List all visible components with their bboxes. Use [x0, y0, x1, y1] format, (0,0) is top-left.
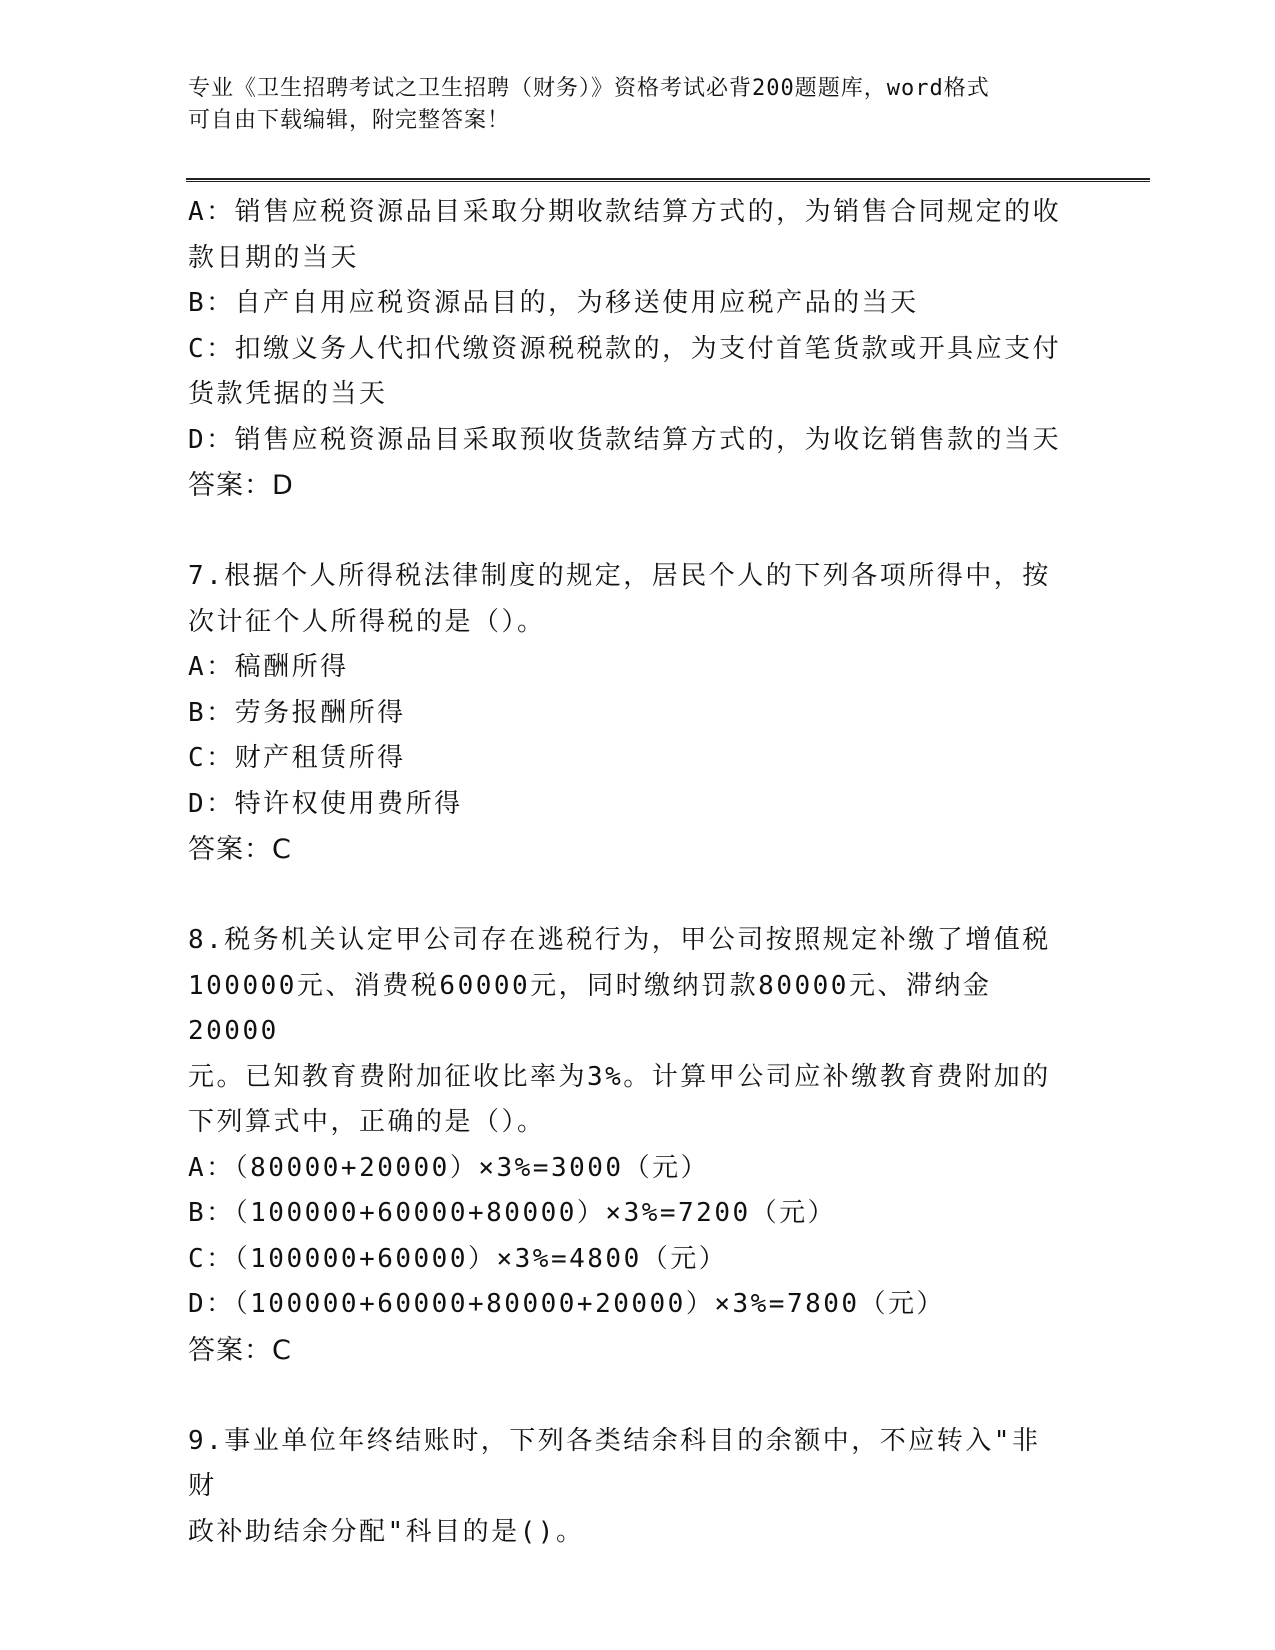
answer-8: 答案：C — [188, 1334, 292, 1366]
option-b: B：（100000+60000+80000）×3%=7200（元） — [188, 1198, 837, 1228]
header-title-line-2: 可自由下载编辑，附完整答案！ — [188, 108, 511, 133]
option-b: B：自产自用应税资源品目的，为移送使用应税产品的当天 — [188, 288, 919, 318]
document-header — [188, 73, 1068, 137]
question-7-stem-line-1: 7.根据个人所得税法律制度的规定，居民个人的下列各项所得中，按 — [188, 561, 1051, 591]
option-d: D：销售应税资源品目采取预收货款结算方式的，为收讫销售款的当天 — [188, 424, 1062, 455]
question-7-stem-line-2: 次计征个人所得税的是（）。 — [188, 606, 546, 637]
option-d: D：特许权使用费所得 — [188, 788, 463, 819]
question-7 — [188, 554, 1068, 873]
option-a-line-2: 款日期的当天 — [188, 242, 360, 273]
option-b: B：劳务报酬所得 — [188, 697, 406, 728]
question-8-stem-line-2: 100000元、消费税60000元，同时缴纳罚款80000元、滞纳金20000 — [188, 970, 992, 1046]
question-8 — [188, 918, 1068, 1373]
option-a-line-1: A：销售应税资源品目采取分期收款结算方式的，为销售合同规定的收 — [188, 197, 1062, 227]
section-gap — [188, 509, 1068, 555]
option-a: A：（80000+20000）×3%=3000（元） — [188, 1152, 710, 1183]
question-8-stem-line-1: 8.税务机关认定甲公司存在逃税行为，甲公司按照规定补缴了增值税 — [188, 925, 1051, 955]
question-9-stem-line-2: 政补助结余分配"科目的是()。 — [188, 1516, 585, 1547]
section-gap — [188, 873, 1068, 919]
option-c: C：财产租赁所得 — [188, 743, 406, 773]
question-9-stem-line-1: 9.事业单位年终结账时，下列各类结余科目的余额中，不应转入"非财 — [188, 1425, 1041, 1501]
answer-7: 答案：C — [188, 834, 292, 865]
question-8-stem-line-4: 下列算式中，正确的是（）。 — [188, 1107, 546, 1137]
option-c-line-2: 货款凭据的当天 — [188, 379, 388, 409]
question-6-options — [188, 190, 1068, 509]
answer-6: 答案：D — [188, 470, 294, 501]
option-c: C：（100000+60000）×3%=4800（元） — [188, 1243, 728, 1274]
option-d: D：（100000+60000+80000+20000）×3%=7800（元） — [188, 1289, 946, 1319]
header-divider — [186, 178, 1150, 182]
document-body — [188, 190, 1068, 1555]
question-9 — [188, 1419, 1068, 1556]
header-title-line-1: 专业《卫生招聘考试之卫生招聘（财务）》资格考试必背200题题库，word格式 — [188, 76, 990, 101]
option-c-line-1: C：扣缴义务人代扣代缴资源税税款的，为支付首笔货款或开具应支付 — [188, 333, 1062, 364]
question-8-stem-line-3: 元。已知教育费附加征收比率为3%。计算甲公司应补缴教育费附加的 — [188, 1061, 1051, 1092]
section-gap — [188, 1373, 1068, 1419]
option-a: A：稿酬所得 — [188, 652, 349, 682]
